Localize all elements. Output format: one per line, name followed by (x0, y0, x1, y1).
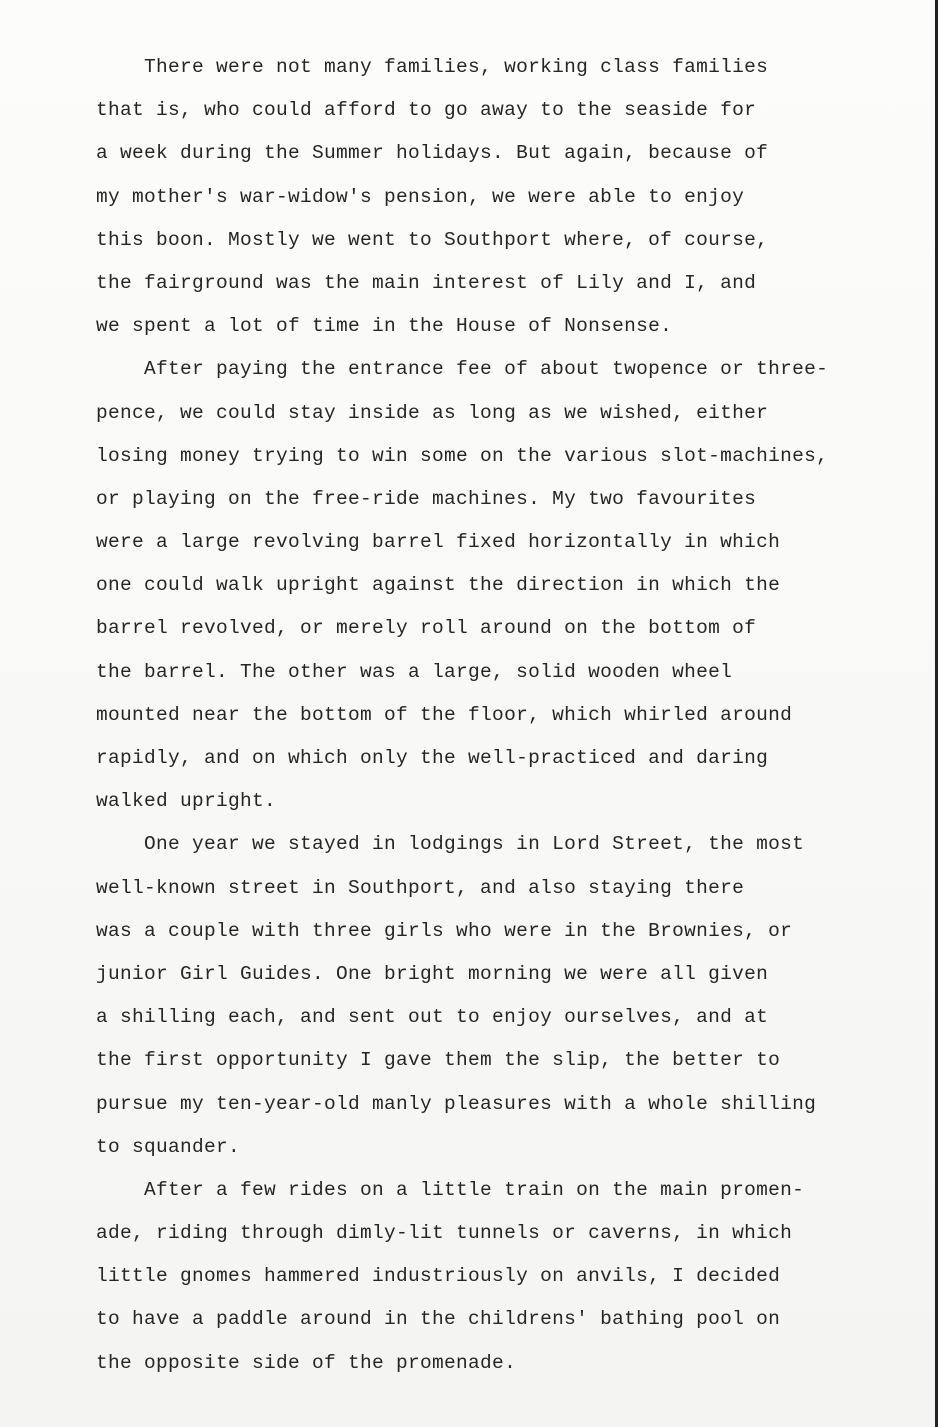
text-line: we spent a lot of time in the House of Nonsense. (96, 315, 673, 338)
page-text (96, 46, 901, 1385)
text-line: There were not many families, working class families (96, 56, 769, 78)
text-line: One year we stayed in lodgings in Lord Street, the most (96, 833, 805, 856)
text-line: little gnomes hammered industriously on anvils, I decided (96, 1265, 781, 1288)
text-line: to squander. (96, 1135, 241, 1158)
text-line: losing money trying to win some on the various slot-machines, (96, 444, 829, 467)
text-line: the first opportunity I gave them the slip, the better to (96, 1049, 781, 1072)
text-line: this boon. Mostly we went to Southport where, of course, (96, 228, 769, 251)
text-line: a shilling each, and sent out to enjoy ourselves, and at (96, 1006, 769, 1029)
text-line: to have a paddle around in the childrens' bathing pool on (96, 1308, 781, 1331)
text-line: one could walk upright against the direction in which the (96, 574, 781, 597)
text-line: were a large revolving barrel fixed horizontally in which (96, 531, 781, 554)
text-line: rapidly, and on which only the well-practiced and daring (96, 747, 769, 769)
text-line: After a few rides on a little train on the main promen- (96, 1178, 805, 1201)
text-line: or playing on the free-ride machines. My two favourites (96, 487, 757, 510)
text-line: ade, riding through dimly-lit tunnels or caverns, in which (96, 1222, 793, 1245)
text-line: pence, we could stay inside as long as we wished, either (96, 401, 769, 424)
text-line: pursue my ten-year-old manly pleasures with a whole shilling (96, 1092, 817, 1115)
text-line: the opposite side of the promenade. (96, 1351, 517, 1374)
text-line: walked upright. (96, 790, 277, 813)
text-line: junior Girl Guides. One bright morning we were all given (96, 962, 769, 985)
text-line: my mother's war-widow's pension, we were able to enjoy (96, 185, 745, 208)
text-line: was a couple with three girls who were in the Brownies, or (96, 919, 793, 942)
text-line: the barrel. The other was a large, solid wooden wheel (96, 660, 733, 683)
text-line: well-known street in Southport, and also staying there (96, 876, 745, 899)
text-line: After paying the entrance fee of about twopence or three- (96, 358, 829, 381)
text-line: mounted near the bottom of the floor, which whirled around (96, 703, 793, 726)
text-line: the fairground was the main interest of Lily and I, and (96, 271, 757, 294)
text-line: barrel revolved, or merely roll around on the bottom of (96, 617, 757, 640)
text-line: a week during the Summer holidays. But again, because of (96, 142, 769, 165)
text-line: that is, who could afford to go away to the seaside for (96, 99, 757, 122)
